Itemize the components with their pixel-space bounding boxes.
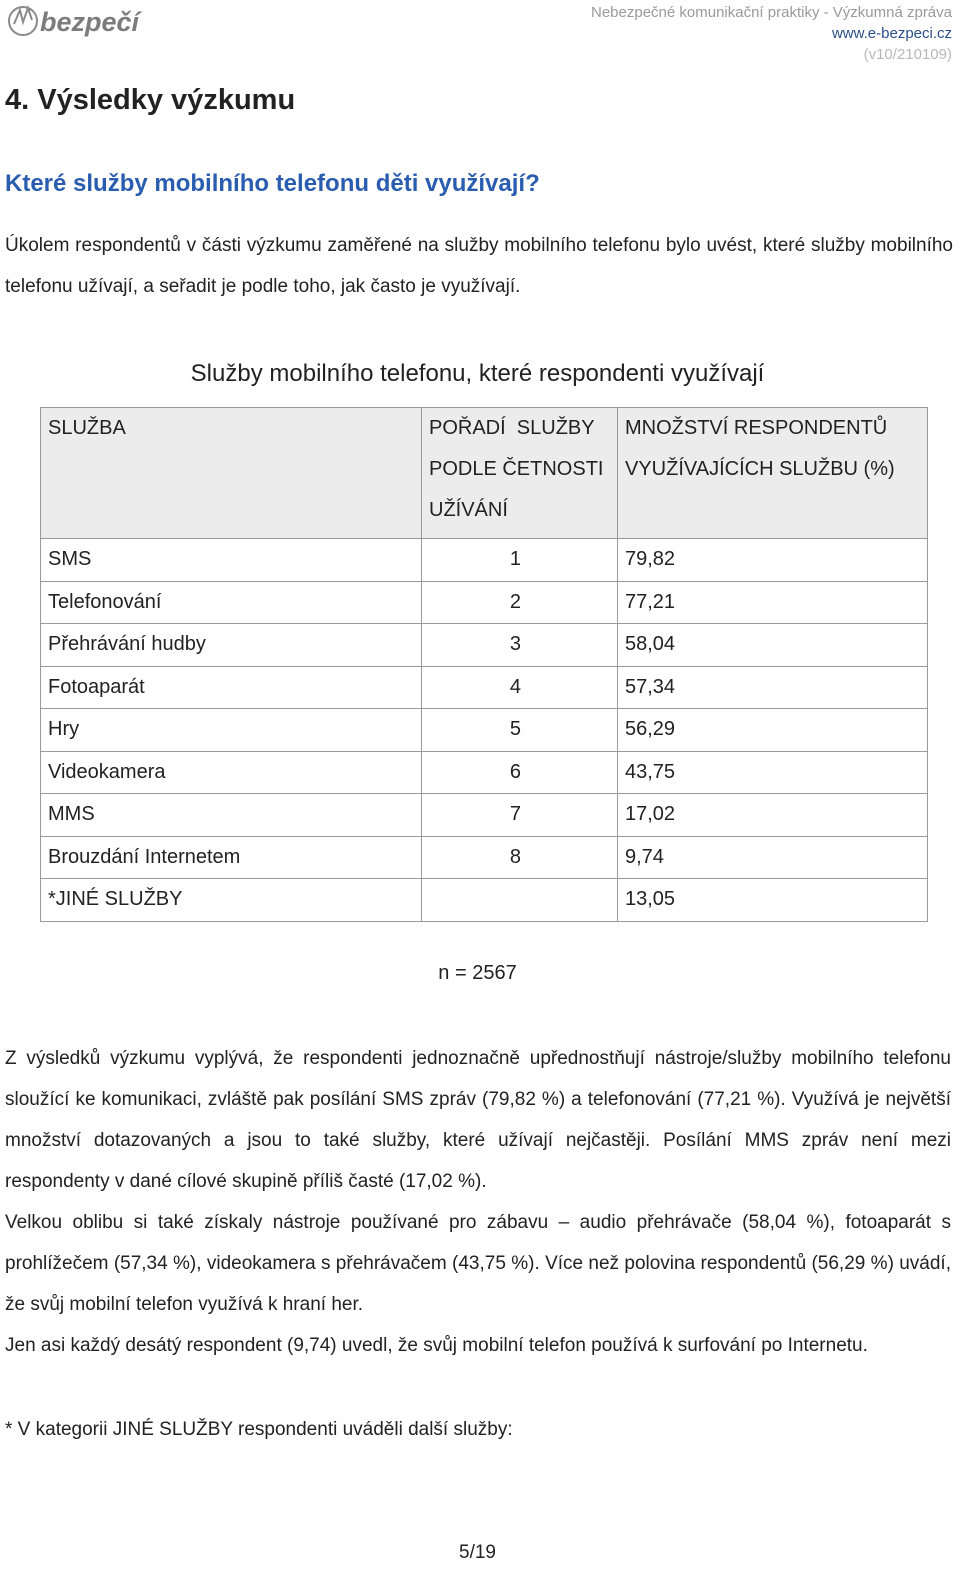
cell-rank: 6 xyxy=(422,751,618,794)
table-row xyxy=(41,709,928,752)
doc-title: Nebezpečné komunikační praktiky - Výzkumná zpráva xyxy=(591,4,952,21)
cell-percent: 43,75 xyxy=(618,751,928,794)
cell-service: Telefonování xyxy=(41,581,422,624)
intro-paragraph: Úkolem respondentů v části výzkumu zaměřené na služby mobilního telefonu bylo uvést, které služby mobilního telefonu užívají, a seřadit je podle toho, jak často je využívají. xyxy=(5,235,953,297)
site-url[interactable]: www.e-bezpeci.cz xyxy=(831,25,952,42)
cell-percent: 58,04 xyxy=(618,624,928,667)
cell-rank: 4 xyxy=(422,666,618,709)
page-number: 5/19 xyxy=(459,1542,496,1563)
cell-service: Přehrávání hudby xyxy=(41,624,422,667)
cell-percent: 56,29 xyxy=(618,709,928,752)
cell-percent: 77,21 xyxy=(618,581,928,624)
cell-percent: 9,74 xyxy=(618,836,928,879)
results-text xyxy=(5,1038,951,1366)
header-rank: POŘADÍ SLUŽBY PODLE ČETNOSTI UŽÍVÁNÍ xyxy=(422,408,618,539)
cell-rank: 7 xyxy=(422,794,618,837)
table-row xyxy=(41,836,928,879)
table-title: Služby mobilního telefonu, které respondenti využívají xyxy=(190,360,765,387)
cell-rank: 8 xyxy=(422,836,618,879)
cell-percent: 79,82 xyxy=(618,539,928,582)
table-row xyxy=(41,624,928,667)
cell-rank: 5 xyxy=(422,709,618,752)
table-row xyxy=(41,751,928,794)
cell-rank: 2 xyxy=(422,581,618,624)
sample-size: n = 2567 xyxy=(438,962,517,984)
table-row xyxy=(41,539,928,582)
paragraph: Z výsledků výzkumu vyplývá, že respondenti jednoznačně upřednostňují nástroje/služby mobilního telefonu sloužící ke komunikaci, zvláště pak posílání SMS zpráv (79,82 %) a telefonování (77,21 %). Využívá je největší množství dotazovaných a jsou to také služby, které užívají nejčastěji. Posílání MMS zpráv není mezi respondenty v dané cílové skupině příliš časté (17,02 %). xyxy=(5,1048,951,1192)
bezpeci-logo xyxy=(6,2,156,42)
footnote: * V kategorii JINÉ SLUŽBY respondenti uváděli další služby: xyxy=(5,1419,513,1440)
cell-service: Hry xyxy=(41,709,422,752)
paragraph: Jen asi každý desátý respondent (9,74) uvedl, že svůj mobilní telefon používá k surfování po Internetu. xyxy=(5,1335,868,1356)
paragraph: Velkou oblibu si také získaly nástroje používané pro zábavu – audio přehrávače (58,04 %), fotoaparát s prohlížečem (57,34 %), videokamera s přehrávačem (43,75 %). Více než polovina respondentů (56,29 %) uvádí, že svůj mobilní telefon využívá k hraní her. xyxy=(5,1212,951,1315)
cell-percent: 13,05 xyxy=(618,879,928,922)
cell-service: *JINÉ SLUŽBY xyxy=(41,879,422,922)
table-header-row xyxy=(41,408,928,539)
cell-service: Brouzdání Internetem xyxy=(41,836,422,879)
table-row xyxy=(41,666,928,709)
table-row xyxy=(41,794,928,837)
header-service: SLUŽBA xyxy=(41,408,422,539)
cell-rank: 1 xyxy=(422,539,618,582)
services-table xyxy=(40,407,928,922)
section-title: 4. Výsledky výzkumu xyxy=(5,84,296,116)
table-row xyxy=(41,581,928,624)
cell-percent: 17,02 xyxy=(618,794,928,837)
cell-service: MMS xyxy=(41,794,422,837)
header-info xyxy=(591,2,952,65)
cell-rank: 3 xyxy=(422,624,618,667)
logo-text: bezpečí xyxy=(40,7,140,37)
cell-service: SMS xyxy=(41,539,422,582)
cell-rank xyxy=(422,879,618,922)
cell-service: Fotoaparát xyxy=(41,666,422,709)
table-row xyxy=(41,879,928,922)
header-percent: MNOŽSTVÍ RESPONDENTŮ VYUŽÍVAJÍCÍCH SLUŽBU (%) xyxy=(618,408,928,539)
question-heading: Které služby mobilního telefonu děti využívají? xyxy=(5,170,540,197)
cell-percent: 57,34 xyxy=(618,666,928,709)
cell-service: Videokamera xyxy=(41,751,422,794)
version-label: (v10/210109) xyxy=(863,46,952,63)
